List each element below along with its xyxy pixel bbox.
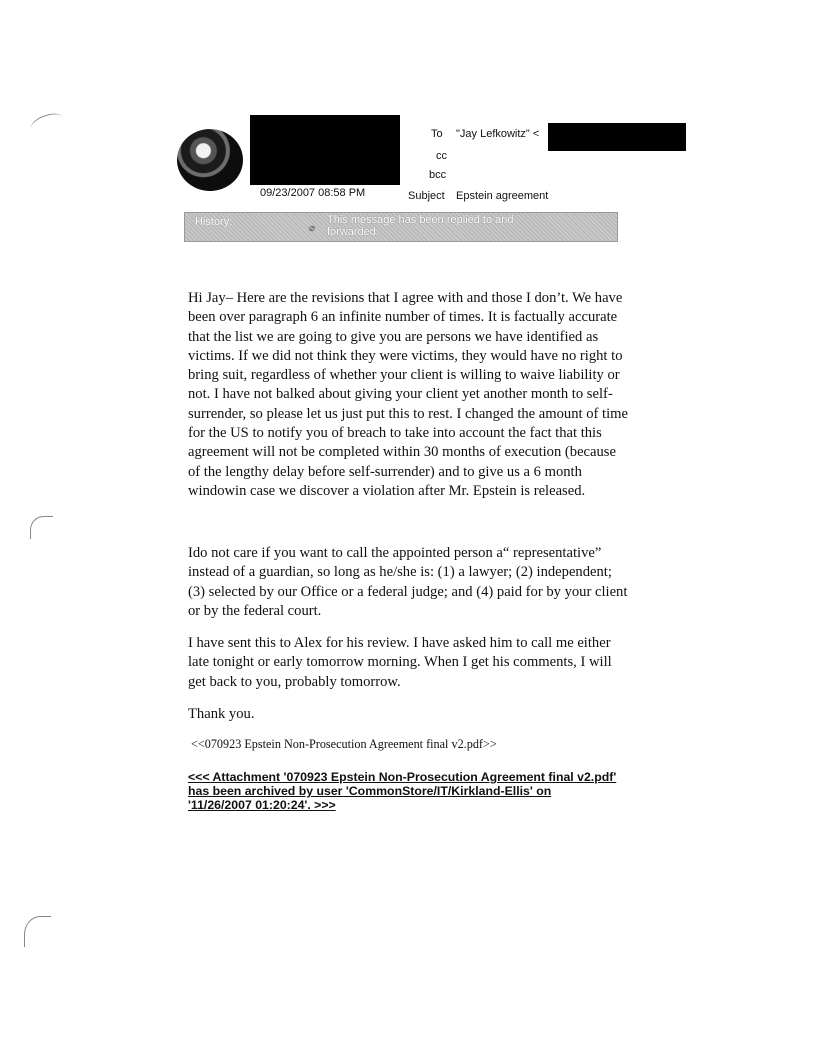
redaction-to-email bbox=[548, 123, 686, 151]
subject-label: Subject bbox=[408, 190, 445, 202]
scan-mark bbox=[24, 916, 51, 947]
paragraph-4 bbox=[188, 705, 628, 724]
scan-mark bbox=[30, 516, 53, 539]
subject-value: Epstein agreement bbox=[456, 190, 549, 202]
redaction-sender bbox=[250, 115, 400, 185]
history-label: History: bbox=[195, 216, 233, 228]
paragraph-2 bbox=[188, 544, 628, 621]
bcc-label: bcc bbox=[429, 169, 447, 181]
scan-mark bbox=[28, 110, 66, 138]
paragraph-3 bbox=[188, 634, 628, 692]
body-paragraph: Hi Jay– Here are the revisions that I agree with and those I don’t. We have been over paragraph 6 an infinite number of times. It is factually accurate that the list we are going to give you are persons we have identified as victims. If we did not think they were victims, they would have no right to bring suit, regardless of whether your client is willing to waive liability or not. I have not balked about giving your client yet another month to self-surrender, so please let us just put this to rest. I changed the amount of time for the US to notify you of breach to take into account the fact that this agreement will not be completed within 30 months of execution (because of the lengthy delay before self-surrender) and to give us a 6 month windowin case we discover a violation after Mr. Epstein is released. bbox=[188, 290, 628, 499]
to-value: "Jay Lefkowitz" < bbox=[456, 128, 540, 140]
body-paragraph: I have sent this to Alex for his review. I have asked him to call me either late tonight or early tomorrow morning. When I get his comments, I will get back to you, probably tomorrow. bbox=[188, 635, 612, 690]
globe-avatar-icon bbox=[177, 129, 243, 191]
archive-note[interactable]: <<< Attachment '070923 Epstein Non-Prosecution Agreement final v2.pdf' has been archived by user 'CommonStore/IT/Kirkland-Ellis' on '11/26/2007 01:20:24'. >>> bbox=[188, 770, 617, 812]
history-text: This message has been replied to and forwarded. bbox=[327, 214, 514, 238]
paragraph-1 bbox=[188, 289, 628, 501]
body-paragraph: Thank you. bbox=[188, 706, 255, 722]
history-bar bbox=[184, 212, 618, 242]
to-label: To bbox=[431, 128, 443, 140]
paperclip-icon: ⌀ bbox=[309, 223, 316, 234]
cc-label: cc bbox=[436, 150, 447, 162]
email-date: 09/23/2007 08:58 PM bbox=[260, 187, 366, 199]
body-paragraph: Ido not care if you want to call the appointed person a“ representative” instead of a guardian, so long as he/she is: (1) a lawyer; (2) independent; (3) selected by our Office or a federal judge; and (4) paid for by your client or by the federal court. bbox=[188, 545, 628, 619]
attachment-line: <<070923 Epstein Non-Prosecution Agreement final v2.pdf>> bbox=[191, 737, 497, 751]
